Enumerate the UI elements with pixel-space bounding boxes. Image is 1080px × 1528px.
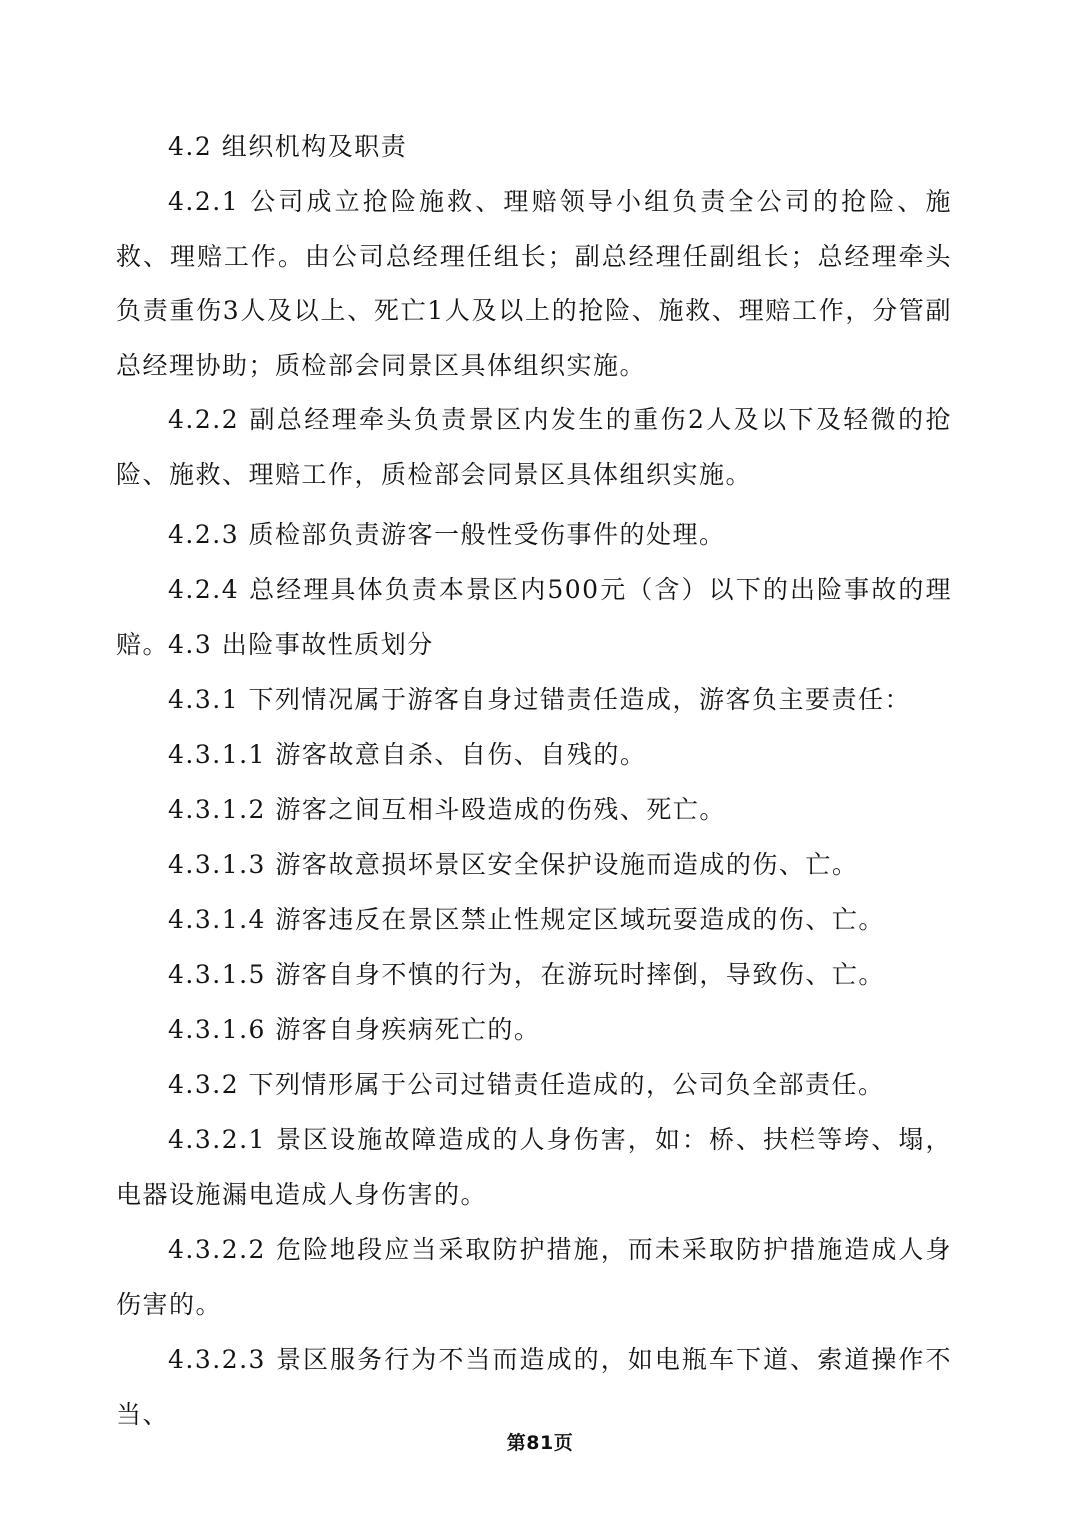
- paragraph-4-3-2-2: 4.3.2.2 危险地段应当采取防护措施，而未采取防护措施造成人身伤害的。: [116, 1235, 952, 1319]
- paragraph-4-3-2-1: 4.3.2.1 景区设施故障造成的人身伤害，如：桥、扶栏等垮、塌，电器设施漏电造成人身伤害的。: [116, 1125, 952, 1209]
- paragraph-4-2-3: 4.2.3 质检部负责游客一般性受伤事件的处理。: [168, 520, 726, 549]
- paragraph-4-3-1-2: 4.3.1.2 游客之间互相斗殴造成的伤残、死亡。: [168, 795, 726, 824]
- paragraph-4-3-1-3: 4.3.1.3 游客故意损坏景区安全保护设施而造成的伤、亡。: [168, 850, 859, 879]
- paragraph-4-3-2-3: 4.3.2.3 景区服务行为不当而造成的，如电瓶车下道、索道操作不当、: [116, 1345, 952, 1429]
- paragraph-4-3-1-4: 4.3.1.4 游客违反在景区禁止性规定区域玩耍造成的伤、亡。: [168, 905, 885, 934]
- paragraph-4-3-2: 4.3.2 下列情形属于公司过错责任造成的，公司负全部责任。: [168, 1070, 885, 1099]
- section-heading-4-2: 4.2 组织机构及职责: [168, 132, 408, 161]
- paragraph-4-2-1: 4.2.1 公司成立抢险施救、理赔领导小组负责全公司的抢险、施救、理赔工作。由公司总经理任组长；副总经理任副组长；总经理牵头负责重伤3人及以上、死亡1人及以上的抢险、施救、理赔工作，分管副总经理协助；质检部会同景区具体组织实施。: [116, 187, 952, 380]
- paragraph-4-3-1: 4.3.1 下列情况属于游客自身过错责任造成，游客负主要责任：: [168, 685, 912, 714]
- paragraph-4-3-1-1: 4.3.1.1 游客故意自杀、自伤、自残的。: [168, 740, 647, 769]
- paragraph-4-3-1-5: 4.3.1.5 游客自身不慎的行为，在游玩时摔倒，导致伤、亡。: [168, 960, 885, 989]
- paragraph-4-2-4: 4.2.4 总经理具体负责本景区内500元（含）以下的出险事故的理赔。: [116, 575, 952, 659]
- paragraph-4-3-1-6: 4.3.1.6 游客自身疾病死亡的。: [168, 1015, 541, 1044]
- page-number: 第81页: [506, 1432, 574, 1454]
- paragraph-4-2-2: 4.2.2 副总经理牵头负责景区内发生的重伤2人及以下及轻微的抢险、施救、理赔工作，质检部会同景区具体组织实施。: [116, 405, 952, 489]
- section-heading-4-3: 4.3 出险事故性质划分: [168, 630, 434, 659]
